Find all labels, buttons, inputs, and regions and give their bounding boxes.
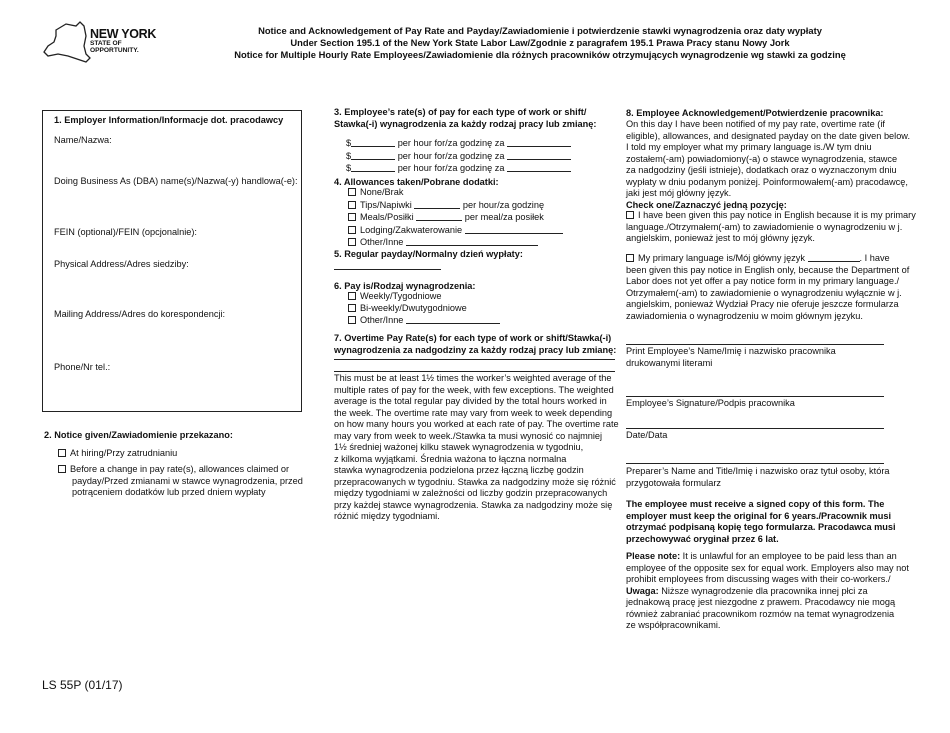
uwaga-line: jednakową pracę jest niezgodne z prawem. Pracodawcy nie mogą — [626, 597, 896, 607]
overtime-text-line: the week. The overtime rate may vary from week to week depending — [334, 407, 613, 418]
language-option-line: Labor does not yet offer a pay notice form in my primary language./ — [626, 276, 900, 286]
meals-label: Meals/Posiłki — [360, 212, 414, 222]
intro-line: On this day I have been notified of my pay rate, overtime rate (if — [626, 119, 885, 129]
intro-line: wypłaty w dniu podanym poniżej. Poinformowałem(-am) pracodawcę, — [626, 176, 908, 187]
tips-rate-label: per hour/za godzinę — [462, 199, 545, 210]
weekly-label: Weekly/Tygodniowe — [360, 291, 442, 301]
copy-notice-line: przechowywać oryginał przez 6 lat. — [626, 533, 779, 544]
employee-name-line[interactable] — [626, 344, 884, 345]
meals-amount-field[interactable] — [416, 211, 462, 221]
before-change-label-l3: potrąceniem dodatków lub przed dniem wypłaty — [72, 487, 266, 497]
language-option-line: angielskim, ponieważ Wydział Pracy nie oferuje jeszcze formularza — [626, 299, 899, 309]
work-type-field[interactable] — [507, 137, 571, 147]
overtime-text-line: may vary from week to week./Stawka ta musi wynosić co najmniej — [334, 430, 603, 441]
overtime-text-line: różnić między tygodniami. — [334, 511, 440, 521]
allowance-other[interactable] — [348, 236, 563, 249]
employee-signature-label: Employee’s Signature/Podpis pracownika — [626, 398, 795, 408]
language-option-line: been given this pay notice in English only, because the Department of — [626, 264, 910, 275]
uwaga-text: Niższe wynagrodzenie dla pracownika innej płci za — [658, 585, 868, 596]
employee-name-label-l1: Print Employee’s Name/Imię i nazwisko pracownika — [626, 346, 836, 356]
english-option-line: angielskim, ponieważ jest to mój główny język. — [626, 233, 815, 243]
rate-amount-field[interactable] — [351, 162, 395, 172]
section3-title-l2: Stawka(-i) wynagrodzenia za każdy rodzaj pracy lub zmianę: — [334, 118, 597, 129]
other-language-checkbox[interactable] — [626, 254, 634, 262]
please-note-line: employee of the opposite sex for equal work. Employers also may not — [626, 562, 909, 573]
pay-weekly-option[interactable] — [348, 291, 500, 303]
lodging-label: Lodging/Zakwaterowanie — [360, 224, 463, 235]
intro-line: eligible), allowances, and designated payday on the date given below. — [626, 130, 910, 141]
intro-line: I told my employer what my primary language is./W tym dniu — [626, 142, 872, 152]
logo-wordmark — [90, 28, 156, 55]
rate-amount-field[interactable] — [351, 150, 395, 160]
tips-amount-field[interactable] — [414, 199, 460, 209]
pay-rate-rows — [346, 137, 571, 175]
other-language-option[interactable] — [626, 252, 916, 322]
header-subtitle: Notice for Multiple Hourly Rate Employees/Zawiadomienie dla różnych pracowników otrzymujących wynagrodzenie wg stawki za godzinę — [234, 49, 846, 61]
please-note — [626, 551, 916, 632]
language-option-line: Otrzymałem(-am) to zawiadomienie o wynagrodzeniu wyłącznie w j. — [626, 287, 902, 298]
intro-line: za nadgodziny (jeśli istnieje), dodatkach oraz o wyznaczonym dniu — [626, 165, 897, 175]
other-allowance-checkbox[interactable] — [348, 238, 356, 246]
preparer-label-l2: przygotowała formularz — [626, 477, 721, 488]
section4-title: 4. Allowances taken/Pobrane dodatki: — [334, 177, 499, 187]
header-law-reference: Under Section 195.1 of the New York State Labor Law/Zgodnie z paragrafem 195.1 Prawa Pracy stanu Nowy Jork — [290, 37, 790, 49]
acknowledgement-intro — [626, 119, 916, 200]
phone-label: Phone/Nr tel.: — [54, 362, 111, 372]
employee-name-label — [626, 346, 836, 369]
language-option-line: zawiadomienia o wynagrodzeniu w moim głównym języku. — [626, 310, 863, 321]
tips-checkbox[interactable] — [348, 201, 356, 209]
form-header — [160, 25, 920, 61]
overtime-explanation — [334, 373, 619, 523]
before-change-checkbox[interactable] — [58, 465, 66, 473]
overtime-text-line: przy każdej stawce wynagrodzenia. Stawka za nadgodziny może się — [334, 499, 613, 510]
before-change-label-l2: payday/Przed zmianami w stawce wynagrodzenia, przed — [72, 475, 303, 486]
date-line[interactable] — [626, 428, 884, 429]
per-hour-label: per hour for/za godzinę za — [397, 150, 505, 161]
preparer-line[interactable] — [626, 463, 884, 464]
mailing-address-label: Mailing Address/Adres do korespondencji: — [54, 309, 226, 319]
overtime-text-line: stawka wynagrodzenia podzielona przez łączną liczbę godzin — [334, 465, 584, 475]
logo-tagline: OPPORTUNITY. — [90, 47, 139, 55]
at-hiring-checkbox[interactable] — [58, 449, 66, 457]
primary-language-label: My primary language is/Mój główny język — [638, 253, 805, 263]
overtime-text-line: This must be at least 1½ times the worker’s weighted average of the — [334, 373, 612, 383]
section7-title — [334, 333, 619, 356]
none-checkbox[interactable] — [348, 188, 356, 196]
biweekly-label: Bi-weekly/Dwutygodniowe — [360, 302, 467, 313]
preparer-label-l1: Preparer’s Name and Title/Imię i nazwisko oraz tytuł osoby, która — [626, 466, 890, 476]
pay-other-option[interactable] — [348, 314, 500, 327]
lodging-amount-field[interactable] — [465, 224, 563, 234]
allowance-tips[interactable] — [348, 199, 563, 212]
before-change-label-l1: Before a change in pay rate(s), allowances claimed or — [70, 464, 290, 474]
currency-symbol: $ — [346, 150, 352, 161]
primary-language-suffix: . I have — [859, 253, 890, 263]
check-one-label: Check one/Zaznaczyć jedną pozycję: — [626, 200, 787, 210]
rate-amount-field[interactable] — [351, 137, 395, 147]
per-hour-label: per hour for/za godzinę za — [397, 163, 505, 173]
logo-subtitle: STATE OF — [90, 40, 122, 48]
tips-label: Tips/Napiwki — [360, 199, 412, 210]
employer-info-box — [42, 110, 302, 412]
employee-signature-line[interactable] — [626, 396, 884, 397]
employer-name-label: Name/Nazwa: — [54, 135, 112, 145]
header-title: Notice and Acknowledgement of Pay Rate and Payday/Zawiadomienie i potwierdzenie stawki wynagrodzenia oraz daty wypłaty — [258, 25, 822, 36]
section5-title: 5. Regular payday/Normalny dzień wypłaty: — [334, 249, 523, 259]
overtime-text-line: przepracowanych w tygodniu. Stawka za nadgodziny może się różnić — [334, 476, 616, 487]
intro-line: jaki jest mój główny język. — [626, 188, 732, 198]
overtime-text-line: on how many hours you worked at each rate of pay. The overtime rate — [334, 419, 619, 429]
employee-name-label-l2: drukowanymi literami — [626, 357, 713, 368]
overtime-rate-field[interactable] — [334, 371, 615, 372]
pay-rate-row — [346, 137, 571, 150]
meals-checkbox[interactable] — [348, 213, 356, 221]
payday-field[interactable] — [334, 269, 441, 270]
pay-rate-row — [346, 150, 571, 163]
other-pay-field[interactable] — [406, 314, 500, 324]
currency-symbol: $ — [346, 138, 352, 148]
copy-notice-line: The employee must receive a signed copy of this form. The — [626, 499, 885, 509]
section2-title: 2. Notice given/Zawiadomienie przekazano: — [44, 430, 233, 440]
allowance-none[interactable] — [348, 187, 563, 199]
logo-title: NEW YORK — [90, 27, 157, 41]
other-pay-checkbox[interactable] — [348, 316, 356, 324]
english-primary-checkbox[interactable] — [626, 211, 634, 219]
overtime-text-line: między tygodniami w zależności od liczby godzin przepracowanych — [334, 488, 608, 498]
section3-title-l1: 3. Employee’s rate(s) of pay for each type of work or shift/ — [334, 107, 587, 117]
overtime-text-line: multiple rates of pay for the week, with few exceptions. The weighted — [334, 384, 614, 395]
currency-symbol: $ — [346, 163, 352, 173]
english-option-line: language./Otrzymałem(-am) to zawiadomienie o wynagrodzeniu w j. — [626, 221, 903, 232]
uwaga-line: również zabraniać pracownikom rozmów na temat wynagrodzenia — [626, 608, 895, 619]
other-pay-label: Other/Inne — [360, 315, 404, 325]
uwaga-label: Uwaga: — [626, 585, 659, 596]
overtime-text-line: average is the total regular pay divided by the total hours worked in — [334, 396, 607, 406]
allowance-lodging[interactable] — [348, 224, 563, 237]
work-type-field[interactable] — [507, 150, 571, 160]
please-note-line: prohibit employees from discussing wages with their co-workers./ — [626, 574, 891, 584]
per-hour-label: per hour for/za godzinę za — [397, 138, 505, 148]
overtime-text-line: 1½ średniej ważonej kilku stawek wynagrodzenia w tygodniu, — [334, 442, 584, 452]
primary-language-field[interactable] — [808, 252, 860, 262]
dba-label: Doing Business As (DBA) name(s)/Nazwa(-y) handlowa(-e): — [54, 176, 298, 186]
pay-frequency-options — [348, 291, 500, 327]
copy-notice — [626, 499, 916, 545]
section6-title: 6. Pay is/Rodzaj wynagrodzenia: — [334, 281, 476, 291]
meals-rate-label: per meal/za posiłek — [464, 212, 544, 222]
other-allowance-field[interactable] — [406, 236, 538, 246]
preparer-label — [626, 466, 889, 489]
physical-address-label: Physical Address/Adres siedziby: — [54, 259, 189, 269]
section3-title — [334, 107, 619, 130]
overtime-text-line: z kilkoma wyjątkami. Średnia ważona to łączna normalna — [334, 453, 567, 464]
uwaga-line: ze współpracownikami. — [626, 620, 721, 630]
fein-label: FEIN (optional)/FEIN (opcjonalnie): — [54, 227, 197, 237]
allowances-options — [348, 187, 563, 249]
before-change-option[interactable] — [58, 464, 303, 499]
pay-biweekly-option[interactable] — [348, 303, 500, 315]
other-allowance-label: Other/Inne — [360, 237, 404, 247]
please-note-label: Please note: — [626, 551, 681, 561]
pay-rate-row — [346, 162, 571, 175]
allowance-meals[interactable] — [348, 211, 563, 224]
work-type-field[interactable] — [507, 162, 571, 172]
biweekly-checkbox[interactable] — [348, 304, 356, 312]
intro-line: zostałem(-am) powiadomiony(-a) o stawce wynagrodzenia, stawce — [626, 153, 898, 164]
section7-title-l2: wynagrodzenia za nadgodziny za każdy rodzaj pracy lub zmianę: — [334, 344, 617, 355]
weekly-checkbox[interactable] — [348, 292, 356, 300]
at-hiring-label: At hiring/Przy zatrudnianiu — [70, 448, 178, 458]
section1-title: 1. Employer Information/Informacje dot. pracodawcy — [54, 115, 284, 125]
form-id: LS 55P (01/17) — [42, 678, 123, 692]
overtime-rate-field[interactable] — [334, 359, 615, 360]
none-label: None/Brak — [360, 187, 404, 197]
copy-notice-line: employer must keep the original for 6 years./Pracownik musi — [626, 510, 891, 521]
lodging-checkbox[interactable] — [348, 226, 356, 234]
please-note-text: It is unlawful for an employee to be paid less than an — [680, 551, 897, 561]
english-option-line: I have been given this pay notice in English because it is my primary — [638, 210, 916, 220]
section8-title: 8. Employee Acknowledgement/Potwierdzenie pracownika: — [626, 108, 884, 118]
date-label: Date/Data — [626, 430, 668, 440]
english-primary-option[interactable] — [626, 210, 916, 245]
section7-title-l1: 7. Overtime Pay Rate(s) for each type of work or shift/Stawka(-i) — [334, 333, 612, 343]
at-hiring-option[interactable] — [58, 448, 177, 460]
copy-notice-line: otrzymać podpisaną kopię tego formularza. Pracodawca musi — [626, 522, 896, 532]
